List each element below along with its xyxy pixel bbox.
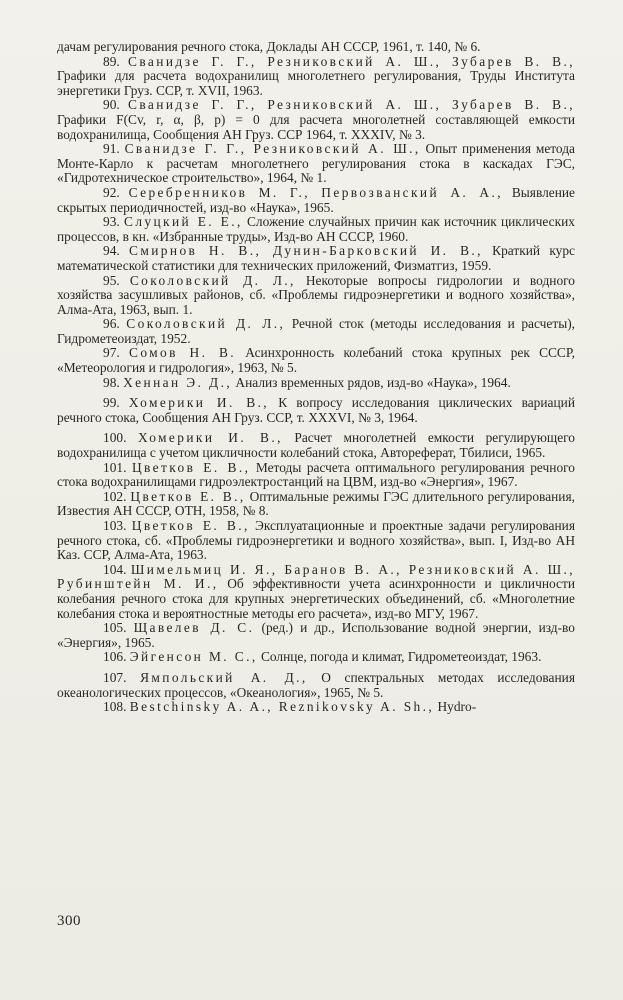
entry-authors: Хомерики И. В., bbox=[137, 430, 283, 446]
entry-text: Анализ временных рядов, изд-во «Наука», 1964. bbox=[232, 374, 511, 390]
entry-authors: Ямпольский А. Д., bbox=[140, 669, 308, 685]
reference-104 bbox=[57, 563, 575, 621]
entry-authors: Сванидзе Г. Г., Резниковский А. Ш., bbox=[124, 141, 421, 157]
reference-99 bbox=[57, 396, 575, 425]
entry-authors: Соколовский Д. Л., bbox=[126, 316, 286, 332]
entry-text: Графики F(Cv, r, α, β, p) = 0 для расчета многолетней составляющей емкости водохранилища, Сообщения АН Груз. ССР 1964, т. XXXIV, № 3. bbox=[57, 111, 575, 142]
entry-number: 93. bbox=[103, 214, 120, 230]
entry-authors: Сванидзе Г. Г., Резниковский А. Ш., Зубарев В. В., bbox=[128, 97, 575, 113]
entry-text: Графики для расчета водохранилищ многолетнего регулирования, Труды Института энергетики Груз. ССР, т. XVII, 1963. bbox=[57, 68, 575, 98]
entry-number: 105. bbox=[103, 620, 127, 636]
entry-authors: Цветков Е. В., bbox=[131, 459, 251, 475]
entry-number: 101. bbox=[103, 459, 127, 475]
reference-98 bbox=[57, 376, 575, 391]
entry-text: Краткий курс математической статистики для технических приложений, Физматгиз, 1959. bbox=[57, 243, 575, 273]
entry-number: 98. bbox=[103, 374, 120, 390]
entry-authors: Хомерики И. В., bbox=[128, 395, 270, 411]
reference-93 bbox=[57, 215, 575, 244]
entry-number: 92. bbox=[103, 184, 120, 200]
entry-number: 99. bbox=[103, 395, 120, 411]
entry-number: 107. bbox=[103, 669, 127, 685]
entry-authors: Bestchinsky A. A., Reznikovsky A. Sh., bbox=[129, 699, 435, 715]
entry-number: 102. bbox=[103, 488, 127, 504]
reference-103 bbox=[57, 519, 575, 563]
reference-105 bbox=[57, 621, 575, 650]
entry-text: Методы расчета оптимального регулирования речного стока водохранилищами гидроэлектростанций на ЦВМ, изд-во «Энергия», 1967. bbox=[57, 459, 575, 490]
entry-number: 91. bbox=[103, 141, 120, 157]
entry-text: Опыт применения метода Монте-Карло к расчетам многолетнего регулирования стока в каскадах ГЭС, «Гидротехническое строительство», 1964, № 1. bbox=[57, 141, 575, 186]
reference-102 bbox=[57, 490, 575, 519]
entry-text: Об эффективности учета асинхронности и цикличности колебания речного стока для крупных энергетических объединений, сб. «Многолетние колебания стока и вероятностные методы его расчета», изд-во МГУ, 1967. bbox=[57, 576, 575, 621]
reference-101 bbox=[57, 461, 575, 490]
entry-number: 94. bbox=[103, 243, 120, 259]
entry-authors: Хеннан Э. Д., bbox=[123, 374, 233, 390]
entry-authors: Сванидзе Г. Г., Резниковский А. Ш., Зубарев В. В., bbox=[128, 53, 575, 69]
reference-107 bbox=[57, 671, 575, 700]
entry-authors: Цветков Е. В., bbox=[131, 518, 250, 533]
entry-text: Сложение случайных причин как источник циклических процессов, в кн. «Избранные труды», Изд-во АН СССР, 1960. bbox=[57, 214, 575, 244]
entry-text: Оптимальные режимы ГЭС длительного регулирования, Известия АН СССР, ОТН, 1958, № 8. bbox=[57, 488, 575, 519]
reference-continuation bbox=[57, 40, 575, 55]
entry-text: Hydro- bbox=[434, 699, 477, 715]
entry-text: О спектральных методах исследования океанологических процессов, «Океанология», 1965, № 5. bbox=[57, 669, 575, 700]
reference-108 bbox=[57, 700, 575, 715]
entry-text: Расчет многолетней емкости регулирующего водохранилища с учетом цикличности колебаний стока, Автореферат, Тбилиси, 1965. bbox=[57, 430, 575, 461]
entry-number: 104. bbox=[103, 561, 127, 577]
entry-number: 89. bbox=[103, 53, 120, 69]
entry-authors: Серебренников М. Г., Первозванский А. А., bbox=[128, 184, 503, 200]
entry-text: Асинхронность колебаний стока крупных рек СССР, «Метеорология и гидрология», 1963, № 5. bbox=[57, 345, 575, 376]
reference-100 bbox=[57, 431, 575, 460]
entry-number: 106. bbox=[103, 649, 127, 665]
entry-authors: Эйгенсон М. С., bbox=[129, 649, 258, 665]
entry-text: Некоторые вопросы гидрологии и водного хозяйства засушливых районов, сб. «Проблемы гидроэнергетики и водного хозяйства», Алма-Ата, 1963, вып. 1. bbox=[57, 272, 575, 317]
reference-97 bbox=[57, 346, 575, 375]
entry-text: Эксплуатационные и проектные задачи регулирования речного стока, сб. «Проблемы гидроэнергетики и водного хозяйства», вып. I, Изд-во АН Каз. ССР, Алма-Ата, 1963. bbox=[57, 518, 575, 563]
entry-number: 95. bbox=[103, 272, 120, 288]
reference-90 bbox=[57, 98, 575, 142]
reference-92 bbox=[57, 186, 575, 215]
reference-96 bbox=[57, 317, 575, 346]
entry-text: Выявление скрытых периодичностей, изд-во «Наука», 1965. bbox=[57, 184, 575, 215]
entry-number: 103. bbox=[103, 518, 127, 533]
entry-number: 90. bbox=[103, 97, 120, 113]
entry-text: дачам регулирования речного стока, Доклады АН СССР, 1961, т. 140, № 6. bbox=[57, 39, 481, 54]
entry-number: 108. bbox=[103, 699, 127, 715]
reference-91 bbox=[57, 142, 575, 186]
entry-authors: Шимельмиц И. Я., Баранов В. А., Резниковский А. Ш., Рубинштейн М. И., bbox=[57, 561, 575, 592]
entry-authors: Слуцкий Е. Е., bbox=[123, 214, 243, 230]
reference-106 bbox=[57, 650, 575, 665]
reference-95 bbox=[57, 274, 575, 318]
entry-authors: Сомов Н. В. bbox=[129, 345, 237, 361]
entry-authors: Цветков Е. В., bbox=[130, 488, 246, 504]
entry-number: 97. bbox=[103, 345, 120, 361]
entry-text: К вопросу исследования циклических вариаций речного стока, Сообщения АН Груз. ССР, т. XXXVI, № 3, 1964. bbox=[57, 395, 575, 425]
entry-text: Речной сток (методы исследования и расчеты), Гидрометеоиздат, 1952. bbox=[57, 316, 575, 346]
reference-89 bbox=[57, 55, 575, 99]
entry-number: 96. bbox=[103, 316, 120, 332]
page-number: 300 bbox=[57, 913, 81, 929]
entry-authors: Соколовский Д. Л., bbox=[129, 272, 296, 288]
entry-authors: Смирнов Н. В., Дунин-Барковский И. В., bbox=[129, 243, 483, 259]
entry-authors: Щавелев Д. С. bbox=[133, 620, 255, 636]
entry-text: Солнце, погода и климат, Гидрометеоиздат, 1963. bbox=[257, 649, 542, 665]
reference-94 bbox=[57, 244, 575, 273]
entry-text: (ред.) и др., Использование водной энергии, изд-во «Энергия», 1965. bbox=[57, 620, 575, 650]
entry-number: 100. bbox=[103, 430, 127, 446]
reference-list bbox=[57, 40, 575, 715]
